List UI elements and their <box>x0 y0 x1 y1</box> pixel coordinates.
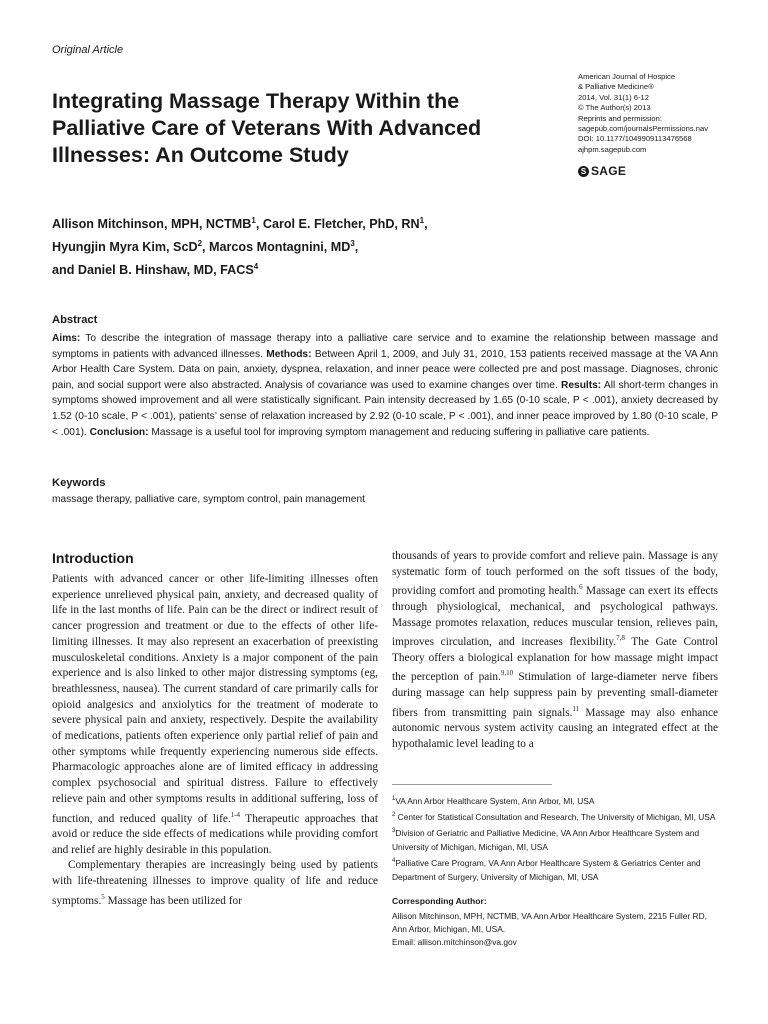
author-name: Allison Mitchinson, MPH, NCTMB <box>52 217 252 232</box>
journal-line: DOI: 10.1177/1049909113476568 <box>578 134 692 144</box>
methods-text: Between April 1, 2009, and July 31, 2010, 153 patients received massage at the VA Ann Arbor Health Care System. Data on pain, anxiety, dyspnea, relaxation, and inner peace were collected pre and post massage. Diagnoses, chronic pain, and social support were also abstracted. Analysis of covariance was used to examine changes over time. <box>52 348 718 391</box>
affiliations <box>392 792 720 884</box>
paragraph-text: Massage has been utilized for <box>104 894 242 907</box>
section-label: Original Article <box>52 44 124 56</box>
affiliation-text: Division of Geriatric and Palliative Medicine, VA Ann Arbor Healthcare System and University of Michigan, Michigan, MI, USA <box>392 827 700 852</box>
conclusion-label: Conclusion: <box>89 426 149 438</box>
article-title: Integrating Massage Therapy Within the Palliative Care of Veterans With Advanced Illnesses: An Outcome Study <box>52 89 482 167</box>
affiliation <box>392 824 720 854</box>
journal-line: ajhpm.sagepub.com <box>578 144 647 154</box>
abstract-heading: Abstract <box>52 314 98 326</box>
journal-line: sagepub.com/journalsPermissions.nav <box>578 124 709 134</box>
affiliation-text: VA Ann Arbor Healthcare System, Ann Arbor, MI, USA <box>395 795 595 806</box>
affiliation-marker: 2 <box>392 812 396 818</box>
paragraph-text: Complementary therapies are increasingly being used by patients with life-threatening illnesses to improve quality of life and reduce symptoms. <box>52 859 378 907</box>
citation: 7,8 <box>616 634 625 643</box>
journal-line: © The Author(s) 2013 <box>578 103 651 113</box>
paragraph-text: thousands of years to provide comfort and relieve pain. Massage is any systematic form of touch performed on the soft tissues of the body, providing comfort and promoting health. <box>392 550 718 598</box>
affiliation-marker: 4 <box>392 858 396 865</box>
results-label: Results: <box>561 379 602 391</box>
paragraph-text: Massage may also enhance autonomic nervous system activity causing an integrated effect at the hypothalamic level leading to a <box>392 706 718 750</box>
affiliation-marker: 1 <box>392 796 396 802</box>
publisher-logo-text: SAGE <box>591 164 627 178</box>
affiliation-text: Center for Statistical Consultation and Research, The University of Michigan, MI, USA <box>395 811 716 822</box>
journal-info <box>578 72 748 155</box>
journal-line: & Palliative Medicine® <box>578 82 654 92</box>
paragraph-text: The Gate Control Theory offers a biological explanation for how massage might impact the perception of pain. <box>392 636 718 684</box>
abstract-body <box>52 331 718 440</box>
aims-label: Aims: <box>52 333 81 344</box>
footnote-divider <box>392 784 552 785</box>
introduction-heading: Introduction <box>52 550 134 566</box>
corresponding-author-heading: Corresponding Author: <box>392 896 487 906</box>
methods-label: Methods: <box>266 348 312 360</box>
corresponding-author <box>392 910 720 950</box>
body-column-left <box>52 572 378 909</box>
paragraph-text: Stimulation of large-diameter nerve fibers during massage can help suppress pain by preventing small-diameter fibers from transmitting pain signals. <box>392 671 718 719</box>
paragraph <box>52 572 378 858</box>
citation: 9,10 <box>500 669 514 678</box>
paragraph-text: Therapeutic approaches that avoid or reduce the side effects of medications while providing comfort and relief are highly desirable in this population. <box>52 812 378 856</box>
citation: 11 <box>572 704 580 713</box>
paragraph-text: Patients with advanced cancer or other life-limiting illnesses often experience unrelieved physical pain, anxiety, and decreased quality of life in the last months of life. Pain can be the direct or indirect result of cancer progression and treatment or due to the effects of other life-limiting illnesses. It may also represent an exacerbation of preexisting musculoskeletal conditions. Anxiety is a major component of the pain experience and is also linked to other major distressing symptoms (eg, breathlessness, nausea). The current standard of care primarily calls for opioid analgesics and anxiolytics for the treatment of moderate to severe physical pain and anxiety, respectively. Despite the availability of medications, patients often experience only partial relief of pain and other symptoms while frequently experiencing numerous side effects. Pharmacologic approaches alone are of limited efficacy in addressing complex psychosocial and spiritual distress. Failure to effectively relieve pain and other symptoms results in additional suffering, loss of function, and reduced quality of life. <box>52 573 378 825</box>
author-list <box>52 211 572 281</box>
corresponding-email: Email: allison.mitchinson@va.gov <box>392 937 517 948</box>
corresponding-address: Allison Mitchinson, MPH, NCTMB, VA Ann Arbor Healthcare System, 2215 Fuller RD, Ann Arbor, Michigan, MI, USA. <box>392 911 707 935</box>
author-name: , Carol E. Fletcher, PhD, RN <box>255 217 420 232</box>
paragraph <box>392 549 718 753</box>
aims-text: To describe the integration of massage therapy into a palliative care service and to examine the relationship between massage and symptoms in patients with advanced illnesses. <box>52 333 718 360</box>
affiliation-marker: 3 <box>392 828 396 834</box>
keywords-text: massage therapy, palliative care, symptom control, pain management <box>52 494 365 505</box>
journal-line: American Journal of Hospice <box>578 72 676 81</box>
paragraph <box>52 858 378 909</box>
affiliation <box>392 792 720 808</box>
results-text: All short-term changes in symptoms showed improvement and all were statistically significant. Pain intensity decreased by 1.65 (0-10 scale, P < .001), anxiety decreased by 1.52 (0-10 scale, P < .001), patients’ sense of relaxation increased by 2.92 (0-10 scale, P < .001), and inner peace improved by 1.80 (0-10 scale, P < .001). <box>52 379 718 438</box>
journal-line: 2014, Vol. 31(1) 6-12 <box>578 92 649 102</box>
author-name: , Marcos Montagnini, MD <box>202 240 351 255</box>
author-name: and Daniel B. Hinshaw, MD, FACS <box>52 263 254 278</box>
affiliation-marker: 4 <box>253 262 259 272</box>
citation: 6 <box>579 583 583 592</box>
separator: , <box>354 240 359 255</box>
body-column-right <box>392 549 718 753</box>
conclusion-text: Massage is a useful tool for improving symptom management and reducing suffering in palliative care patients. <box>148 426 650 438</box>
sage-icon: S <box>578 166 589 177</box>
separator: , <box>424 217 428 232</box>
affiliation-marker: 1 <box>419 216 425 225</box>
paragraph-text: Massage can exert its effects through physiological, mechanical, and psychological pathways. Massage promotes relaxation, reduces muscular tension, relieves pain, improves circulation, and increases flexibility. <box>392 585 718 649</box>
affiliation-marker: 2 <box>197 239 203 249</box>
affiliation <box>392 854 720 884</box>
affiliation-text: Palliative Care Program, VA Ann Arbor Healthcare System & Geriatrics Center and Department of Surgery, University of Michigan, MI, USA <box>392 858 701 883</box>
author-name: Hyungjin Myra Kim, ScD <box>52 240 198 255</box>
journal-line: Reprints and permission: <box>578 113 662 123</box>
affiliation-marker: 1 <box>251 216 256 225</box>
keywords-heading: Keywords <box>52 477 106 489</box>
affiliation <box>392 808 720 824</box>
citation: 5 <box>101 892 105 901</box>
affiliation-marker: 3 <box>350 239 355 249</box>
publisher-logo <box>578 164 626 178</box>
citation: 1-4 <box>230 810 241 819</box>
